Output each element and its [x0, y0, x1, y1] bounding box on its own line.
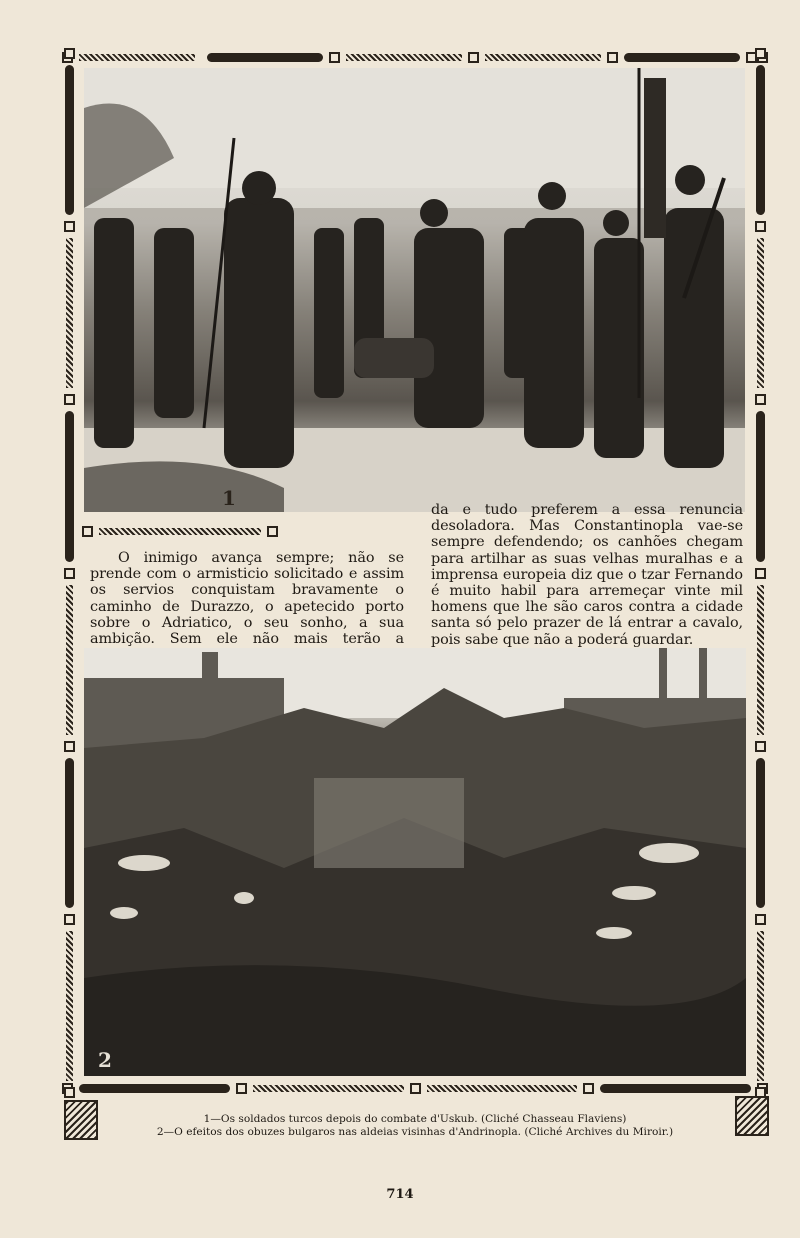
- photo-ruined-village: [84, 648, 746, 1076]
- section-divider: [82, 525, 278, 537]
- frame-bottom-border: [62, 1081, 768, 1095]
- article-text-right-column: da e tudo preferem a essa renuncia desoladora. Mas Constantinopla vae-se sempre defendendo; os canhões chegam para artilhar as suas velhas muralhas e a imprensa europeia diz que o tzar Fernando é muito habil para arremeçar vinte mil homens que lhe são caros contra a cidade santa só pelo prazer de lá entrar a cavalo, pois sabe que não a poderá guardar.: [431, 502, 743, 648]
- ruins-illustration: [84, 648, 746, 1076]
- photo-1-number: 1: [222, 486, 236, 510]
- photo-turkish-soldiers: [84, 68, 745, 512]
- page-number: 714: [386, 1187, 414, 1202]
- corner-ornament-left: [64, 1100, 98, 1140]
- frame-left-border: [62, 48, 76, 1098]
- photo-2-number: 2: [98, 1048, 112, 1072]
- article-text-left-column: O inimigo avança sempre; não se prende com o armisticio solicitado e assim os servios conquistam bravamente o caminho de Durazzo, o apetecido porto sobre o Adriatico, o seu sonho, a sua ambição. Sem ele não mais terão a: [90, 550, 404, 648]
- caption-1: 1—Os soldados turcos depois do combate d'Uskub. (Cliché Chasseau Flaviens): [203, 1113, 627, 1125]
- caption-2: 2—O efeitos dos obuzes bulgaros nas aldeias visinhas d'Andrinopla. (Cliché Archives du Miroir.): [156, 1125, 674, 1138]
- soldiers-illustration: [84, 68, 745, 512]
- frame-right-border: [753, 48, 767, 1098]
- corner-ornament-right: [735, 1096, 769, 1136]
- frame-top-border: [62, 50, 768, 64]
- photo-captions: [110, 1113, 720, 1138]
